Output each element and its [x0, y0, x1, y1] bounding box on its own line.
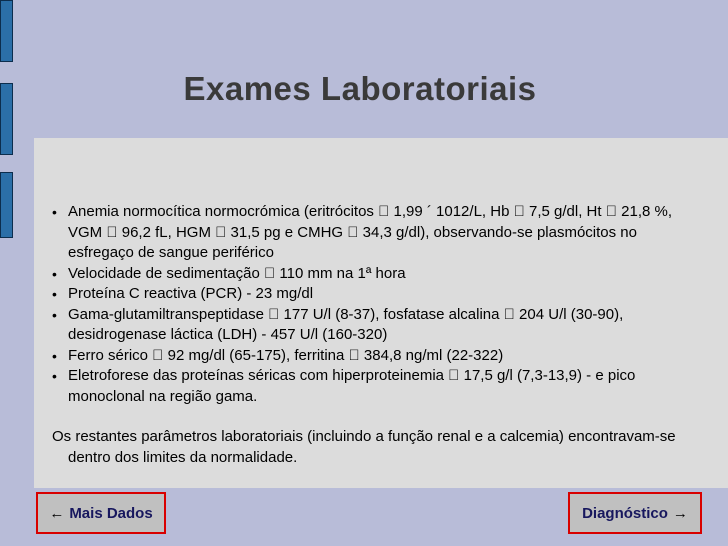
diagnostico-label: Diagnóstico: [582, 504, 668, 522]
findings-list: [52, 202, 692, 407]
edge-bar-middle: [0, 83, 13, 155]
list-item-text: Proteína C reactiva (PCR) - 23 mg/dl: [68, 285, 314, 302]
list-item: [52, 305, 692, 346]
mais-dados-button[interactable]: [36, 492, 166, 534]
arrow-right-icon: →: [672, 504, 688, 522]
edge-bar-bottom: [0, 172, 13, 238]
list-item: [52, 284, 692, 305]
list-item: [52, 202, 692, 264]
list-item-text: Velocidade de sedimentação 110 mm na 1ª hora: [68, 264, 391, 282]
content-text: [52, 202, 692, 468]
bullet-icon: •: [52, 306, 57, 323]
list-item-text: Anemia normocítica normocrómica (eritrócitos 1,99 ´ 1012/L, Hb 7,5 g/dl, Ht 21,8 %, VGM 96,2 fL, HGM 31,5 pg e CMHG 34,3 g/dl), observando-se plasmócitos no esfregaço de sangue periférico: [68, 203, 665, 261]
bullet-icon: •: [52, 286, 57, 302]
edge-bar-top: [0, 0, 13, 62]
slide-title: Exames Laboratoriais: [183, 70, 537, 107]
list-item: [52, 264, 692, 285]
summary-note: Os restantes parâmetros laboratoriais (incluindo a função renal e a calcemia) encontravam-se dentro dos limites da normalidade.: [52, 428, 676, 466]
list-item: [52, 346, 692, 367]
list-item: [52, 366, 692, 407]
arrow-left-icon: ←: [49, 504, 65, 522]
bullet-icon: •: [52, 368, 57, 384]
content-panel: [34, 138, 728, 488]
list-item-text: Eletroforese das proteínas séricas com hiperproteinemia 17,5 g/l (7,3-13,9) - e pico monoclonal na região gama.: [68, 367, 620, 405]
bullet-icon: •: [52, 204, 57, 220]
list-item-text: Ferro sérico 92 mg/dl (65-175), ferritina 384,8 ng/ml (22-322): [68, 346, 473, 364]
list-item-text: Gama-glutamiltranspeptidase 177 U/l (8-37), fosfatase alcalina 204 U/l (30-90), desidrogenase láctica (LDH) - 457 U/l (160-320): [68, 305, 593, 343]
bullet-icon: •: [52, 347, 57, 364]
mais-dados-label: Mais Dados: [69, 504, 153, 522]
diagnostico-button[interactable]: [568, 492, 702, 534]
bullet-icon: •: [52, 265, 57, 282]
